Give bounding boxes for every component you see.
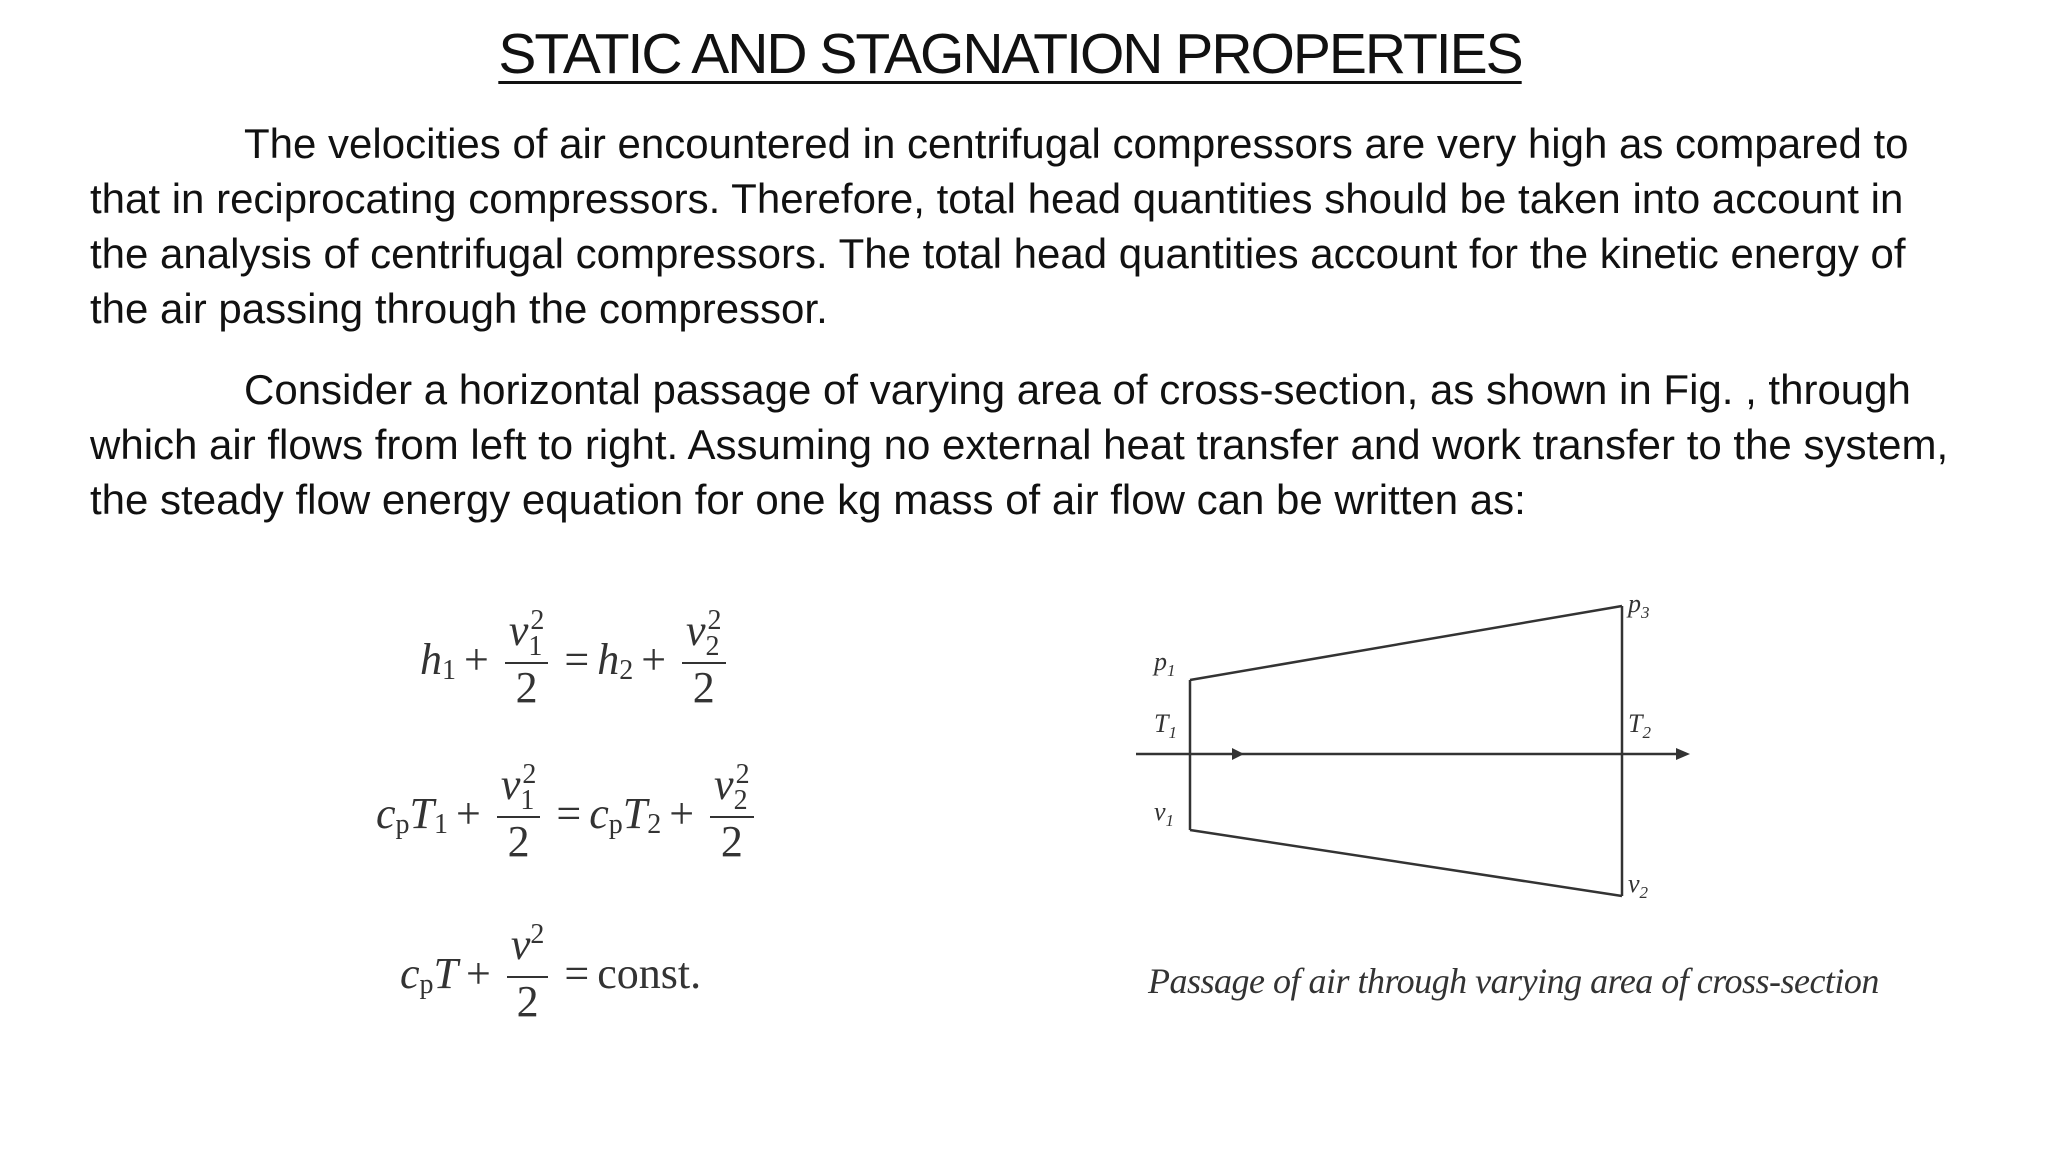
diagram-caption: Passage of air through varying area of cross-section (1148, 961, 1879, 1001)
flow-arrow-mid (1232, 748, 1244, 760)
passage-top-wall (1190, 606, 1622, 680)
passage-bottom-wall (1190, 830, 1622, 896)
title-text: STATIC AND STAGNATION PROPERTIES (498, 22, 1522, 86)
slide-title (0, 18, 2020, 90)
label-v2: $v_2$ (1628, 869, 1649, 902)
paragraph-1 (90, 116, 1970, 336)
label-v1: $v_1$ (1154, 797, 1175, 830)
paragraph-2 (90, 362, 1970, 527)
passage-diagram (1120, 590, 1700, 920)
paragraph-1-text: The velocities of air encountered in centrifugal compressors are very high as compared to that in reciprocating compressors. Therefore, total head quantities should be taken into account in the analysis of centrifugal compressors. The total head quantities account for the kinetic energy of the air passing through the compressor. (90, 120, 1909, 332)
equation-2: c p T 1 + $\frac{v_1^2}{2}$ = c p T 2 + $\frac{v_2^2}{2}$ (376, 760, 762, 866)
label-p3: $p_3$ (1628, 590, 1650, 622)
label-T2: $T_2$ (1628, 709, 1651, 742)
equation-3-rhs: const. (597, 948, 702, 998)
equation-1: h 1 + $\frac{v_1^2}{2}$ = h 2 + $\frac{v_2^2}{2}$ (420, 606, 734, 712)
flow-arrow-end (1676, 748, 1690, 760)
label-T1: $T_1$ (1154, 709, 1177, 742)
equation-3: c p T + $\frac{v^2}{2}$ = const. (400, 919, 702, 1026)
label-p1: $p_1$ (1154, 647, 1176, 680)
paragraph-2-text: Consider a horizontal passage of varying area of cross-section, as shown in Fig. , through which air flows from left to right. Assuming no external heat transfer and work transfer to the system, the steady flow energy equation for one kg mass of air flow can be written as: (90, 366, 1949, 523)
